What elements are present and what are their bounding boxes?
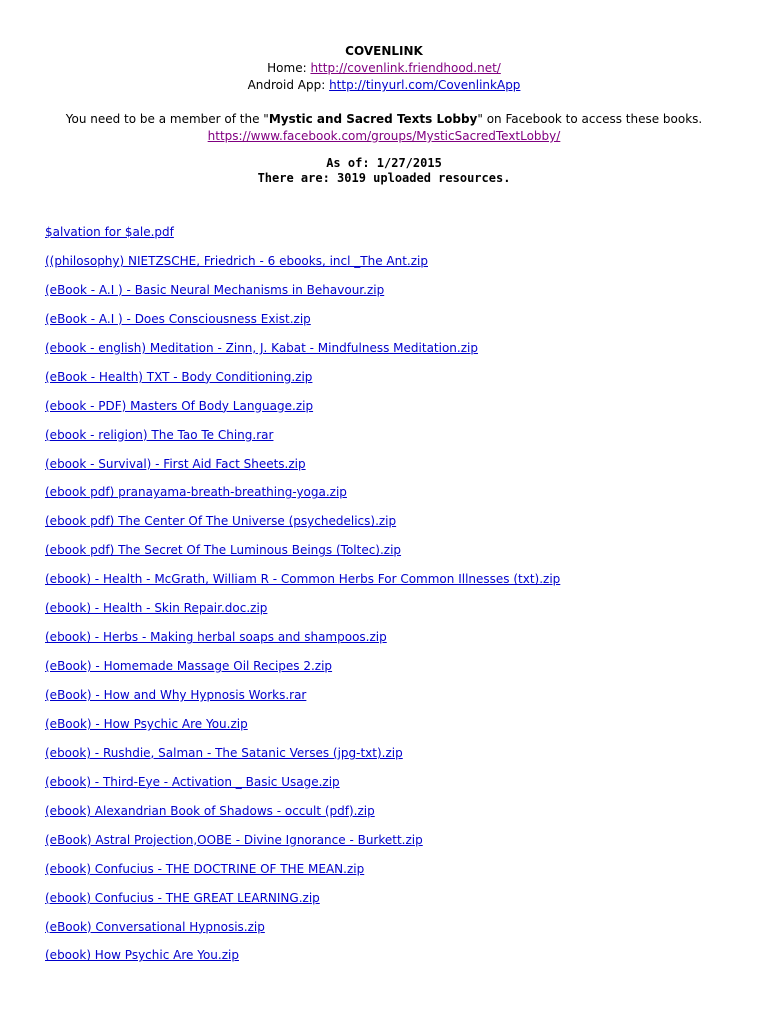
list-item [45, 947, 560, 976]
file-link[interactable]: (ebook pdf) pranayama-breath-breathing-yoga.zip [45, 485, 347, 500]
file-link[interactable]: (ebook pdf) The Center Of The Universe (psychedelics).zip [45, 514, 397, 529]
home-link[interactable]: http://covenlink.friendhood.net/ [310, 61, 501, 75]
list-item [45, 774, 560, 803]
list-item [45, 253, 560, 282]
file-link[interactable]: (ebook) - Health - Skin Repair.doc.zip [45, 601, 268, 616]
file-link[interactable]: (ebook) How Psychic Are You.zip [45, 948, 239, 963]
file-link[interactable]: (eBook - Health) TXT - Body Conditioning.zip [45, 369, 313, 384]
list-item [45, 832, 560, 861]
page-title: COVENLINK [345, 44, 423, 58]
file-link[interactable]: (eBook) - How Psychic Are You.zip [45, 716, 248, 731]
list-item [45, 919, 560, 948]
list-item [45, 340, 560, 369]
android-app-line [0, 77, 768, 94]
file-link[interactable]: $alvation for $ale.pdf [45, 225, 174, 239]
list-item [45, 398, 560, 427]
file-link[interactable]: (ebook) Alexandrian Book of Shadows - occult (pdf).zip [45, 803, 375, 818]
file-link[interactable]: (eBook) - How and Why Hypnosis Works.rar [45, 688, 307, 702]
file-link[interactable]: (eBook) Astral Projection,OOBE - Divine Ignorance - Burkett.zip [45, 832, 423, 847]
file-link[interactable]: (ebook) - Herbs - Making herbal soaps and shampoos.zip [45, 630, 387, 645]
list-item [45, 311, 560, 340]
list-item [45, 745, 560, 774]
file-link[interactable]: (eBook) Conversational Hypnosis.zip [45, 919, 265, 934]
facebook-group-line [0, 128, 768, 145]
list-item [45, 282, 560, 311]
home-label: Home: [267, 61, 311, 75]
android-app-label: Android App: [247, 78, 330, 92]
file-link[interactable]: (eBook) - Homemade Massage Oil Recipes 2.zip [45, 659, 333, 674]
list-item [45, 369, 560, 398]
file-link[interactable]: (ebook) Confucius - THE DOCTRINE OF THE MEAN.zip [45, 861, 365, 876]
file-link[interactable]: (eBook - A.I ) - Does Consciousness Exist.zip [45, 311, 311, 326]
file-list [45, 224, 560, 976]
file-link[interactable]: (ebook - religion) The Tao Te Ching.rar [45, 427, 274, 442]
list-item [45, 571, 560, 600]
list-item [45, 484, 560, 513]
file-link[interactable]: (ebook - english) Meditation - Zinn, J. Kabat - Mindfulness Meditation.zip [45, 340, 478, 355]
file-link[interactable]: (eBook - A.I ) - Basic Neural Mechanisms in Behavour.zip [45, 282, 385, 297]
file-link[interactable]: ((philosophy) NIETZSCHE, Friedrich - 6 ebooks, incl _The Ant.zip [45, 253, 428, 268]
list-item [45, 224, 560, 253]
file-link[interactable]: (ebook - Survival) - First Aid Fact Sheets.zip [45, 456, 306, 471]
notice-text-before: You need to be a member of the " [65, 112, 269, 126]
file-link[interactable]: (ebook) - Health - McGrath, William R - Common Herbs For Common Illnesses (txt).zip [45, 572, 561, 587]
file-link[interactable]: (ebook) - Rushdie, Salman - The Satanic Verses (jpg-txt).zip [45, 745, 403, 760]
resource-count: There are: 3019 uploaded resources. [257, 171, 511, 185]
file-link[interactable]: (ebook) Confucius - THE GREAT LEARNING.zip [45, 890, 320, 905]
list-item [45, 456, 560, 485]
list-item [45, 658, 560, 687]
as-of-date: As of: 1/27/2015 [326, 156, 442, 170]
list-item [45, 890, 560, 919]
file-link[interactable]: (ebook - PDF) Masters Of Body Language.zip [45, 398, 314, 413]
list-item [45, 716, 560, 745]
list-item [45, 687, 560, 716]
membership-notice [0, 111, 768, 145]
file-link[interactable]: (ebook) - Third-Eye - Activation _ Basic Usage.zip [45, 774, 340, 789]
file-link[interactable]: (ebook pdf) The Secret Of The Luminous Beings (Toltec).zip [45, 543, 402, 558]
page-header [0, 0, 768, 186]
android-app-link[interactable]: http://tinyurl.com/CovenlinkApp [329, 78, 521, 92]
membership-notice-text [0, 111, 768, 128]
list-item [45, 861, 560, 890]
list-item [45, 427, 560, 456]
group-name: Mystic and Sacred Texts Lobby [268, 112, 478, 126]
notice-text-after: " on Facebook to access these books. [477, 112, 703, 126]
facebook-group-link[interactable]: https://www.facebook.com/groups/MysticSacredTextLobby/ [207, 129, 561, 143]
status-block [0, 156, 768, 186]
list-item [45, 513, 560, 542]
list-item [45, 600, 560, 629]
list-item [45, 803, 560, 832]
list-item [45, 542, 560, 571]
list-item [45, 629, 560, 658]
home-line [0, 60, 768, 77]
